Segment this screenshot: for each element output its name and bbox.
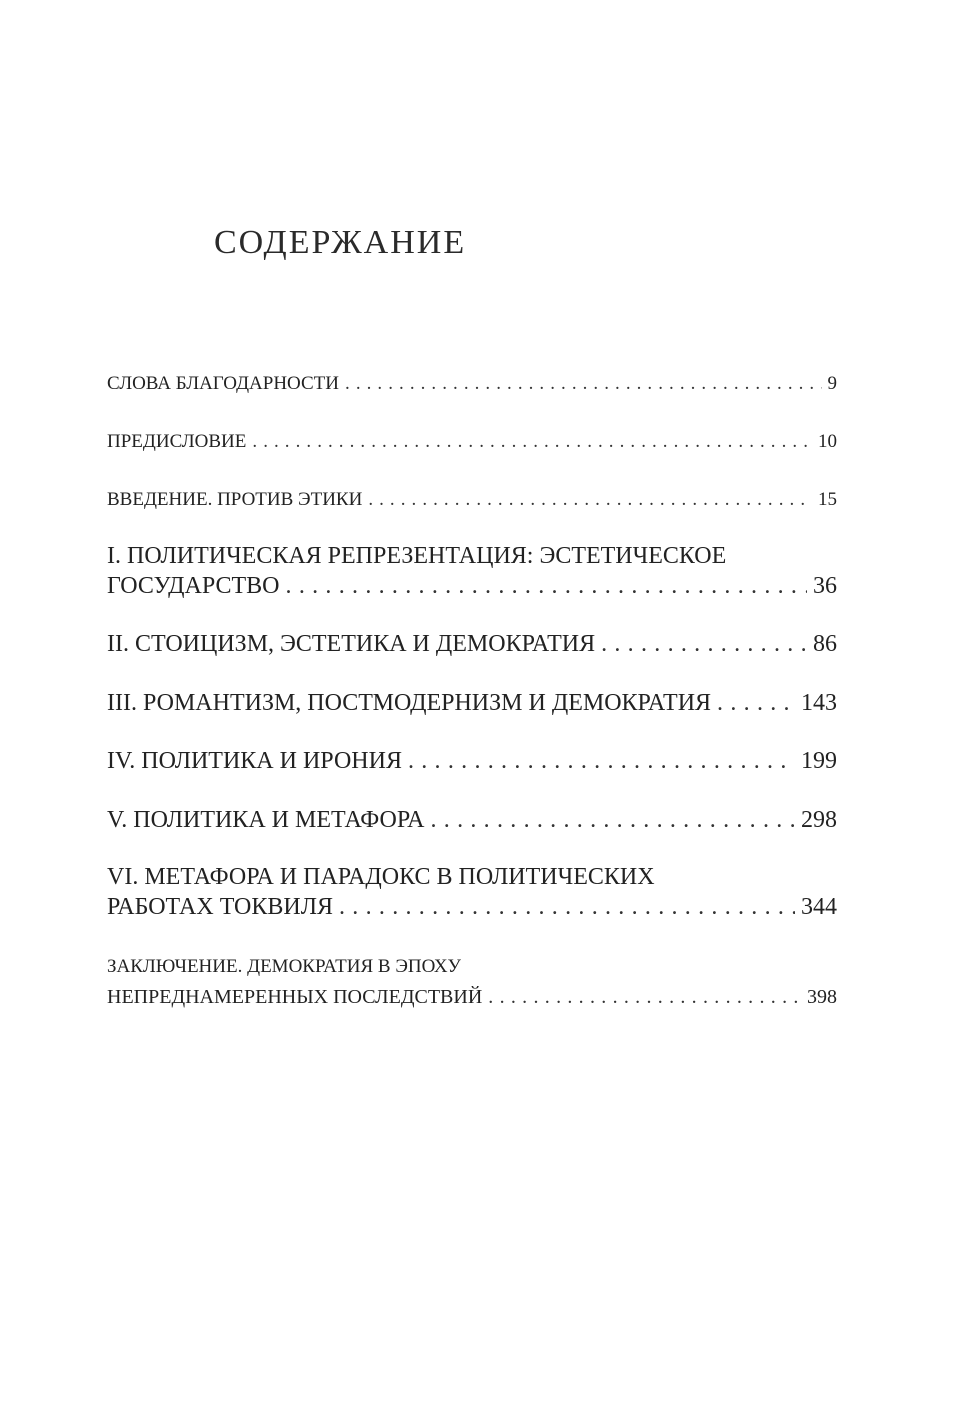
- page-title: СОДЕРЖАНИЕ: [214, 224, 467, 261]
- toc-entry-label: ВВЕДЕНИЕ. ПРОТИВ ЭТИКИ: [107, 489, 363, 510]
- toc-entry-chapter-6[interactable]: [107, 862, 837, 922]
- toc-entry-chapter-3[interactable]: [107, 688, 837, 718]
- dot-leader: [252, 427, 812, 457]
- dot-leader: [339, 892, 795, 922]
- toc-entry-label-line1: ЗАКЛЮЧЕНИЕ. ДЕМОКРАТИЯ В ЭПОХУ: [107, 956, 461, 977]
- dot-leader: [286, 571, 807, 601]
- toc-entry-acknowledgements[interactable]: [107, 369, 837, 399]
- toc-page-number: 9: [827, 373, 837, 394]
- dot-leader: [408, 746, 795, 776]
- toc-page-number: 36: [813, 573, 837, 599]
- toc-entry-conclusion[interactable]: [107, 952, 837, 1012]
- toc-page-number: 143: [801, 690, 837, 716]
- toc-entry-label: СЛОВА БЛАГОДАРНОСТИ: [107, 373, 340, 394]
- toc-entry-label: ПРЕДИСЛОВИЕ: [107, 431, 247, 452]
- toc-entry-label: РАБОТАХ ТОКВИЛЯ: [107, 894, 333, 920]
- toc-entry-chapter-2[interactable]: [107, 629, 837, 659]
- toc-entry-chapter-4[interactable]: [107, 746, 837, 776]
- toc-entry-label: IV. ПОЛИТИКА И ИРОНИЯ: [107, 748, 402, 774]
- toc-entry-introduction[interactable]: [107, 485, 837, 515]
- toc-entry-label-line1: I. ПОЛИТИЧЕСКАЯ РЕПРЕЗЕНТАЦИЯ: ЭСТЕТИЧЕСКОЕ: [107, 543, 727, 569]
- toc-entry-label: II. СТОИЦИЗМ, ЭСТЕТИКА И ДЕМОКРАТИЯ: [107, 631, 596, 657]
- toc-page-number: 344: [801, 894, 837, 920]
- toc-page-number: 199: [801, 748, 837, 774]
- toc-page-number: 86: [813, 631, 837, 657]
- toc-entry-label: ГОСУДАРСТВО: [107, 573, 280, 599]
- toc-page-number: 298: [801, 807, 837, 833]
- toc-entry-chapter-1[interactable]: [107, 541, 837, 601]
- toc-entry-label: III. РОМАНТИЗМ, ПОСТМОДЕРНИЗМ И ДЕМОКРАТИЯ: [107, 690, 712, 716]
- toc-page-number: 398: [807, 986, 837, 1008]
- toc-page-number: 15: [818, 489, 837, 510]
- toc-entry-chapter-5[interactable]: [107, 805, 837, 835]
- dot-leader: [601, 629, 807, 659]
- dot-leader: [345, 369, 821, 399]
- dot-leader: [430, 805, 795, 835]
- dot-leader: [717, 688, 795, 718]
- toc-entry-label: НЕПРЕДНАМЕРЕННЫХ ПОСЛЕДСТВИЙ: [107, 986, 483, 1008]
- dot-leader: [488, 982, 801, 1012]
- toc-entry-label: V. ПОЛИТИКА И МЕТАФОРА: [107, 807, 425, 833]
- toc-entry-preface[interactable]: [107, 427, 837, 457]
- toc-entry-label-line1: VI. МЕТАФОРА И ПАРАДОКС В ПОЛИТИЧЕСКИХ: [107, 864, 655, 890]
- dot-leader: [368, 485, 812, 515]
- toc-page-number: 10: [818, 431, 837, 452]
